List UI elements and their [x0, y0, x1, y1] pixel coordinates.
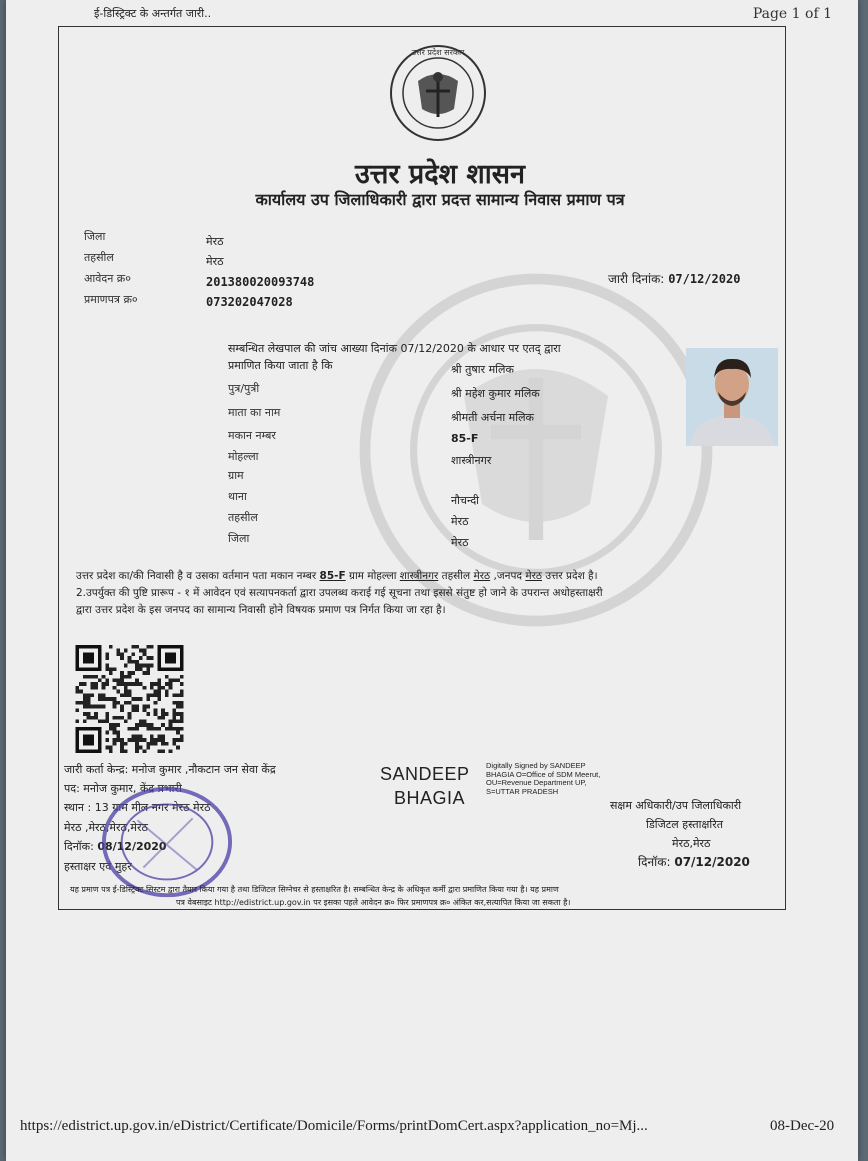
field-mohalla-label: मोहल्ला	[228, 450, 259, 463]
authority-date-label: दिनॉक:	[638, 855, 671, 869]
decl-tehsil: मेरठ	[473, 570, 491, 582]
intro-line-1: सम्बन्धित लेखपाल की जांच आख्या दिनांक 07/12/2020 के आधार पर एतद् द्वारा	[228, 342, 561, 355]
print-date: 08-Dec-20	[770, 1118, 835, 1134]
issuer-post: पद: मनोज कुमार, केंद्र प्रभारी	[64, 782, 182, 795]
issuer-date-label: दिनॉक:	[64, 840, 94, 853]
field-police-label: थाना	[228, 490, 247, 503]
digital-signature-details	[486, 762, 600, 796]
declaration-line-1	[76, 568, 786, 585]
sig-detail-1: Digitally Signed by SANDEEP	[486, 761, 586, 770]
intro-text	[228, 340, 668, 374]
application-number: 201380020093748	[206, 275, 315, 289]
declaration-line-3: द्वारा उत्तर प्रदेश के इस जनपद का सामान्य निवासी होने विषयक प्रमाण पत्र निर्गत किया जा रहा है।	[76, 604, 446, 616]
certificate-subtitle: कार्यालय उप जिलाधिकारी द्वारा प्रदत्त सामान्य निवास प्रमाण पत्र	[255, 190, 625, 209]
decl-text-d: ,जनपद	[493, 570, 522, 582]
certificate-paper	[6, 0, 858, 1161]
field-mother-value: श्रीमती अर्चना मलिक	[451, 411, 535, 424]
emblem-text: उत्तर प्रदेश सरकार	[411, 48, 465, 57]
district-value: मेरठ	[206, 235, 224, 248]
decl-text-a: उत्तर प्रदेश का/की निवासी है व उसका वर्तमान पता मकान नम्बर	[76, 570, 317, 582]
certificate-label: प्रमाणपत्र क्र०	[84, 293, 138, 306]
page-number: Page 1 of 1	[752, 6, 832, 22]
field-parent-label: पुत्र/पुत्री	[228, 382, 260, 395]
issue-date-value: 07/12/2020	[668, 272, 741, 286]
issuer-sign-seal: हस्ताक्षर एवं मुहर	[64, 860, 132, 873]
decl-text-e: उत्तर प्रदेश है।	[545, 570, 598, 582]
applicant-photo	[686, 348, 778, 446]
decl-text-c: तहसील	[441, 570, 471, 582]
intro-line-2: प्रमाणित किया जाता है कि	[228, 359, 333, 372]
field-house-value: 85-F	[451, 432, 479, 445]
top-note: ई-डिस्ट्रिक्ट के अन्तर्गत जारी..	[94, 7, 212, 20]
decl-house: 85-F	[319, 570, 346, 582]
footer-note-line-1: यह प्रमाण पत्र ई-डिस्ट्रिक्ट सिस्टम द्वारा तैयार किया गया है तथा डिजिटल सिग्नेचर से हस्ताक्षरित है। सम्बन्धित केन्द्र के अधिकृत कर्मी द्वारा प्रमाणित किया गया है। यह प्रमाण	[70, 885, 559, 894]
authority-date-value: 07/12/2020	[674, 855, 750, 869]
authority-location: मेरठ,मेरठ	[672, 837, 711, 850]
print-url: https://edistrict.up.gov.in/eDistrict/Certificate/Domicile/Forms/printDomCert.aspx?application_no=Mj...	[20, 1118, 648, 1134]
declaration-paragraph	[76, 568, 786, 619]
field-name-value: श्री तुषार मलिक	[451, 363, 514, 376]
authority-date	[638, 853, 750, 870]
issuer-center: जारी कर्ता केन्द्र: मनोज कुमार ,नौकटान जन सेवा केंद्र	[64, 763, 276, 776]
official-stamp-icon	[98, 780, 236, 900]
sig-detail-2: BHAGIA O=Office of SDM Meerut,	[486, 769, 601, 779]
application-label: आवेदन क्र०	[84, 272, 131, 285]
issue-date-label: जारी दिनांक:	[608, 272, 665, 286]
authority-title: सक्षम अधिकारी/उप जिलाधिकारी	[610, 799, 742, 812]
signer-name-line-2: BHAGIA	[394, 788, 466, 808]
issuer-address: मेरठ ,मेरठ,मेरठ,मेरठ	[64, 821, 148, 834]
issuer-date-value: 08/12/2020	[97, 840, 167, 853]
field-police-value: नौचन्दी	[451, 494, 480, 507]
signer-name-line-1: SANDEEP	[380, 764, 470, 784]
page-title: उत्तर प्रदेश शासन	[355, 159, 525, 190]
sig-detail-4: S=UTTAR PRADESH	[486, 786, 559, 796]
sig-detail-3: OU=Revenue Department UP,	[486, 778, 587, 787]
decl-text-b: ग्राम मोहल्ला	[349, 570, 397, 582]
issue-date	[608, 270, 740, 287]
field-tehsil-value: मेरठ	[451, 515, 469, 528]
field-mohalla-value: शास्त्रीनगर	[451, 454, 492, 467]
declaration-line-2: 2.उपर्युक्त की पुष्टि प्रारूप - १ में आवेदन एवं सत्यापनकर्ता द्वारा उपलब्ध कराई गई सूचना तथा इससे संतुष्ट हो जाने के उपरान्त अधोहस्ताक्षरी	[76, 587, 603, 599]
field-house-label: मकान नम्बर	[228, 429, 276, 442]
field-parent-value: श्री महेश कुमार मलिक	[451, 387, 540, 400]
field-district-label: जिला	[228, 532, 250, 545]
tehsil-value: मेरठ	[206, 255, 224, 268]
field-village-label: ग्राम	[228, 469, 244, 482]
district-label: जिला	[84, 230, 106, 243]
field-tehsil-label: तहसील	[228, 511, 258, 524]
certificate-number: 073202047028	[206, 295, 293, 309]
decl-district: मेरठ	[525, 570, 543, 582]
person-photo-icon	[686, 348, 778, 446]
up-government-emblem-icon	[388, 43, 488, 143]
authority-digital: डिजिटल हस्ताक्षरित	[646, 818, 723, 831]
footer-note-line-2: पत्र वेबसाइट http://edistrict.up.gov.in पर इसका पहले आवेदन क्र० फिर प्रमाणपत्र क्र० अंकित कर,सत्यापित किया जा सकता है।	[176, 898, 571, 907]
field-mother-label: माता का नाम	[228, 406, 281, 419]
field-district-value: मेरठ	[451, 536, 469, 549]
issuer-place: स्थान : 13 ग्राम मील नगर मेरठ मेरठ	[64, 801, 211, 814]
decl-mohalla: शास्त्रीनगर	[399, 570, 439, 582]
tehsil-label: तहसील	[84, 251, 114, 264]
qr-code-icon	[73, 645, 186, 753]
